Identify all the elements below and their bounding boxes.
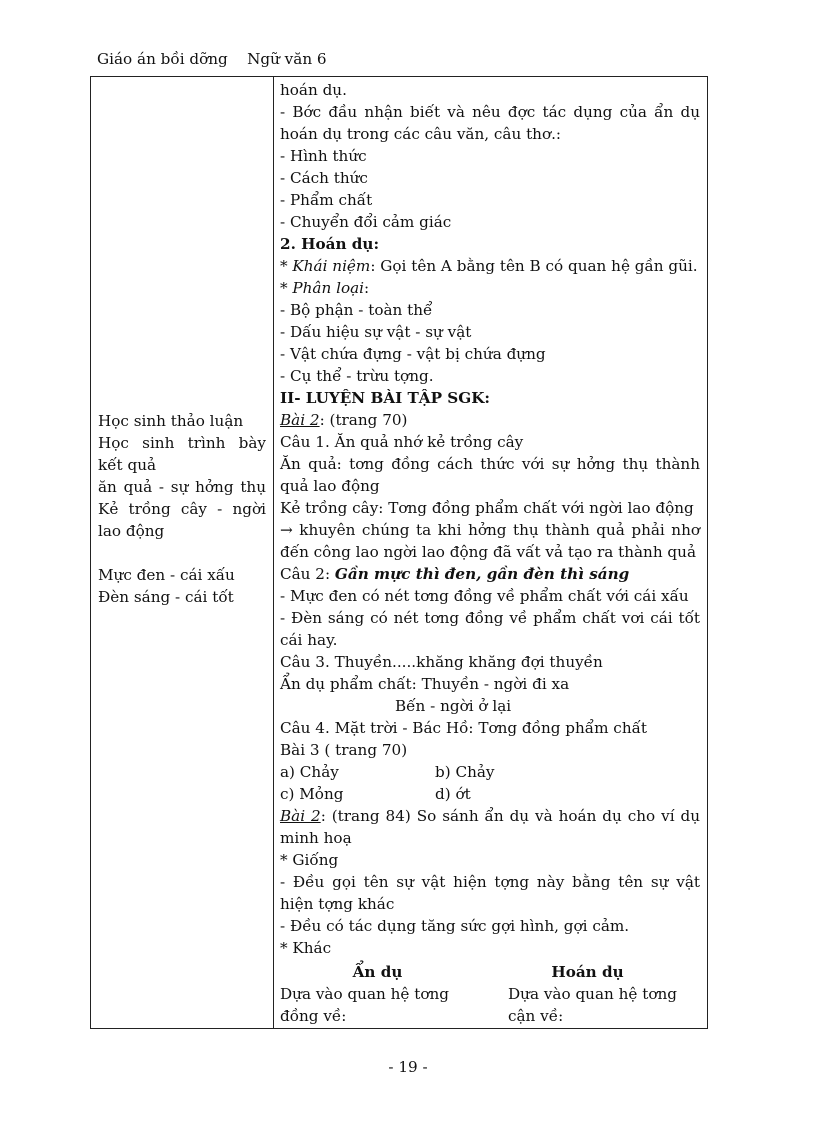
lesson-table [90, 76, 708, 1029]
left-line: Học sinh trình bày [98, 434, 266, 452]
page-header [97, 50, 327, 68]
left-line: Mực đen - cái xấu [98, 566, 235, 584]
text-line: - Dấu hiệu sự vật - sự vật [280, 323, 472, 341]
text-line: → khuyên chúng ta khi hởng thụ thành quả phải nhơ [280, 521, 700, 539]
text-line: - Chuyển đổi cảm giác [280, 213, 452, 231]
compare-right-head: Hoán dụ [551, 963, 624, 981]
text-line: Bài 3 ( trang 70) [280, 741, 408, 759]
text-line [280, 805, 700, 827]
question-label: Câu 2: [280, 565, 335, 583]
text-line [280, 277, 700, 299]
section-heading: 2. Hoán dụ: [280, 235, 380, 253]
header-title: Giáo án bồi dỡng [97, 50, 228, 68]
compare-right-cell: Dựa vào quan hệ tơng [508, 985, 677, 1003]
text-line: - Mực đen có nét tơng đồng về phẩm chất với cái xấu [280, 587, 689, 605]
text-line [280, 255, 700, 277]
left-line: Học sinh thảo luận [98, 412, 244, 430]
answer-row [280, 761, 700, 783]
text-line: - Cách thức [280, 169, 368, 187]
colon: : [364, 279, 370, 297]
right-column [280, 79, 700, 1027]
text-line: hoán dụ. [280, 81, 347, 99]
page-number: - 19 - [388, 1058, 428, 1076]
text-line: minh hoạ [280, 829, 352, 847]
text-line [280, 409, 700, 431]
compare-left-cell: đồng về: [280, 1007, 347, 1025]
text-line: * Giống [280, 851, 339, 869]
answer-b: b) Chảy [435, 763, 495, 781]
text-line: - Phẩm chất [280, 191, 373, 209]
left-line: kết quả [98, 456, 157, 474]
text-line: hiện tợng khác [280, 895, 395, 913]
bullet: * [280, 279, 293, 297]
text-line: hoán dụ trong các câu văn, câu thơ.: [280, 125, 562, 143]
bullet: * [280, 257, 293, 275]
text-line: đến công lao ngời lao động đã vất vả tạo ra thành quả [280, 543, 696, 561]
compare-right-cell: cận về: [508, 1007, 564, 1025]
left-column [98, 410, 266, 608]
left-line [98, 542, 266, 564]
text-line: Bến - ngời ở lại [395, 697, 512, 715]
text-line: - Đều gọi tên sự vật hiện tợng này bằng tên sự vật [280, 873, 700, 891]
text-line: Câu 1. Ăn quả nhớ kẻ trồng cây [280, 433, 524, 451]
text-line: - Bớc đầu nhận biết và nêu đợc tác dụng của ẩn dụ [280, 103, 700, 121]
exercise-label: Bài 2 [280, 807, 321, 825]
text-line: - Đều có tác dụng tăng sức gợi hình, gợi cảm. [280, 917, 630, 935]
text-line: - Hình thức [280, 147, 367, 165]
answer-d: d) ớt [435, 785, 471, 803]
header-subject: Ngữ văn 6 [247, 50, 327, 68]
compare-row [280, 983, 700, 1005]
answer-a: a) Chảy [280, 763, 339, 781]
compare-row [280, 1005, 700, 1027]
proverb: Gần mực thì đen, gần đèn thì sáng [334, 565, 630, 583]
text-line: Kẻ trồng cây: Tơng đồng phẩm chất với ngời lao động [280, 499, 694, 517]
text-line: - Đèn sáng có nét tơng đồng về phẩm chất vơi cái tốt [280, 609, 700, 627]
answer-row [280, 783, 700, 805]
exercise-label: Bài 2 [280, 411, 320, 429]
text-line: cái hay. [280, 631, 338, 649]
exercise-ref: : (trang 84) So sánh ẩn dụ và hoán dụ cho ví dụ [320, 807, 700, 825]
left-line: Kẻ trồng cây - ngời [98, 500, 266, 518]
text-line: Câu 4. Mặt trời - Bác Hồ: Tơng đồng phẩm chất [280, 719, 648, 737]
compare-left-head: Ẩn dụ [352, 963, 403, 981]
term: Khái niệm [292, 257, 371, 275]
left-line: ăn quả - sự hởng thụ [98, 478, 266, 496]
compare-header [280, 961, 700, 983]
left-line: Đèn sáng - cái tốt [98, 588, 234, 606]
column-divider [273, 77, 274, 1028]
term: Phân loại [292, 279, 364, 297]
left-line: lao động [98, 522, 165, 540]
exercise-ref: : (trang 70) [319, 411, 408, 429]
text-line [280, 563, 700, 585]
text-line: Câu 3. Thuyền.....khăng khăng đợi thuyền [280, 653, 603, 671]
text-line: Ăn quả: tơng đồng cách thức với sự hởng thụ thành [280, 455, 700, 473]
text-line: - Vật chứa đựng - vật bị chứa đựng [280, 345, 546, 363]
text-line: - Bộ phận - toàn thể [280, 301, 433, 319]
definition: : Gọi tên A bằng tên B có quan hệ gần gũi. [370, 257, 698, 275]
text-line: - Cụ thể - trừu tợng. [280, 367, 434, 385]
compare-left-cell: Dựa vào quan hệ tơng [280, 985, 449, 1003]
text-line: Ẩn dụ phẩm chất: Thuyền - ngời đi xa [280, 675, 570, 693]
section-heading: II- LUYỆN BÀI TẬP SGK: [280, 389, 491, 407]
answer-c: c) Mỏng [280, 785, 344, 803]
text-line: * Khác [280, 939, 332, 957]
text-line: quả lao động [280, 477, 380, 495]
